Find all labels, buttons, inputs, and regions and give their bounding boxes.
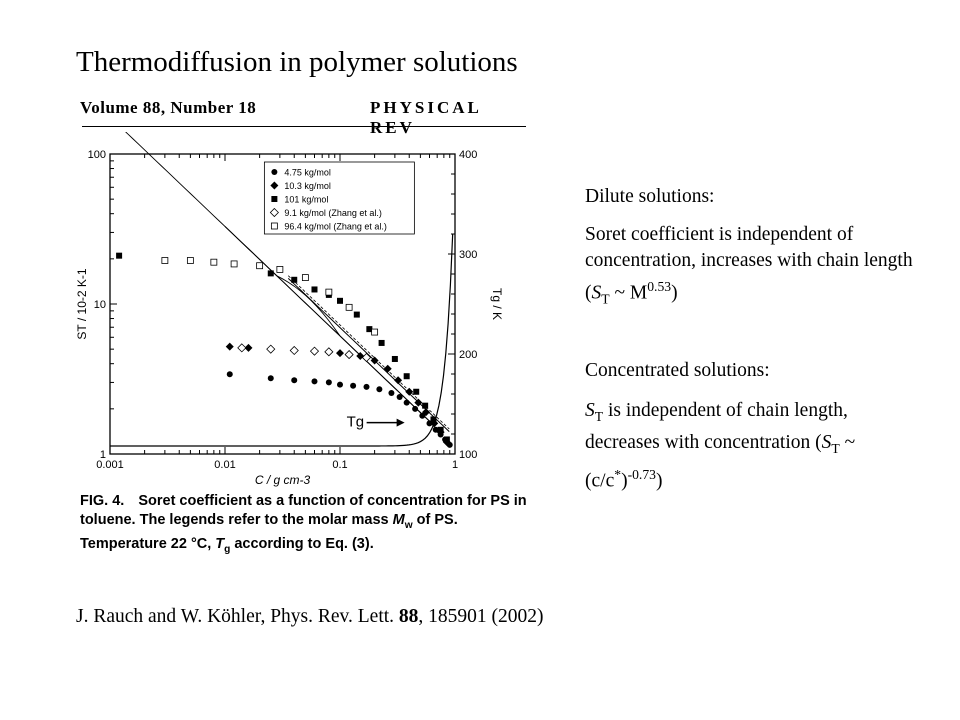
- data-point-series-1: [384, 365, 392, 373]
- data-point-series-4: [372, 329, 378, 335]
- y2-tick-label: 300: [459, 249, 478, 261]
- data-point-series-2: [430, 416, 436, 422]
- tg-arrow-head: [397, 419, 405, 427]
- x-axis-label: C / g cm-3: [254, 473, 311, 487]
- data-point-series-0: [412, 406, 418, 412]
- data-point-series-0: [311, 378, 317, 384]
- data-point-series-2: [438, 427, 444, 433]
- data-point-series-0: [268, 375, 274, 381]
- data-point-series-2: [392, 356, 398, 362]
- data-point-series-0: [337, 382, 343, 388]
- data-point-series-3: [363, 353, 371, 361]
- dilute-text: Soret coefficient is independent of concentration, increases with chain length ($S_T$ ~ $M^{0.53}$): [585, 224, 913, 307]
- legend-marker: [271, 223, 277, 229]
- y-tick-label: 1: [99, 449, 106, 461]
- data-point-series-4: [257, 263, 263, 269]
- data-point-series-4: [302, 275, 308, 281]
- data-point-series-2: [404, 373, 410, 379]
- y-tick-label: 100: [87, 149, 106, 161]
- data-point-series-0: [326, 379, 332, 385]
- slide-title: Thermodiffusion in polymer solutions: [76, 46, 518, 78]
- data-point-series-4: [211, 259, 217, 265]
- data-point-series-2: [354, 312, 360, 318]
- data-point-series-4: [187, 257, 193, 263]
- y-tick-label: 10: [93, 299, 106, 311]
- data-point-series-2: [268, 270, 274, 276]
- data-point-series-0: [364, 384, 370, 390]
- data-point-series-3: [310, 347, 318, 355]
- data-point-series-2: [311, 286, 317, 292]
- data-point-series-2: [413, 389, 419, 395]
- data-point-series-0: [404, 400, 410, 406]
- data-point-series-0: [397, 394, 403, 400]
- legend-label: 10.3 kg/mol: [284, 181, 331, 191]
- y2-tick-label: 100: [459, 449, 478, 461]
- data-point-series-2: [379, 340, 385, 346]
- reference-authors: J. Rauch and W. Köhler, Phys. Rev. Lett.: [76, 606, 399, 627]
- concentrated-text: $S_T$ is independent of chain length, decreases with concentration ($S_T$ ~ $(c/c^*)^{-0.73}$): [585, 400, 856, 492]
- data-point-series-0: [376, 386, 382, 392]
- y2-tick-label: 400: [459, 149, 478, 161]
- journal-rule: [82, 126, 526, 127]
- y-axis-label: ST / 10-2 K-1: [75, 268, 89, 340]
- data-point-series-4: [346, 304, 352, 310]
- caption-lead: FIG. 4.: [80, 493, 125, 509]
- legend-label: 4.75 kg/mol: [284, 167, 331, 178]
- data-point-series-4: [162, 257, 168, 263]
- x-tick-label: 0.1: [332, 459, 348, 471]
- data-point-series-1: [405, 388, 413, 396]
- x-tick-label: 1: [451, 459, 459, 471]
- figure-caption: [80, 492, 540, 559]
- x-tick-label: 0.01: [214, 459, 236, 471]
- data-point-series-0: [291, 377, 297, 383]
- journal-name: PHYSICAL REV: [370, 98, 481, 137]
- data-point-series-2: [337, 298, 343, 304]
- data-point-series-0: [227, 371, 233, 377]
- data-point-series-3: [267, 345, 275, 353]
- tg-annotation: Tg: [346, 413, 365, 431]
- legend-marker: [271, 196, 277, 202]
- data-point-series-3: [345, 351, 353, 359]
- journal-header: [80, 96, 530, 137]
- journal-volume: Volume 88, Number 18: [80, 98, 257, 117]
- legend-label: 101 kg/mol: [284, 194, 329, 205]
- soret-chart: [60, 132, 540, 492]
- dilute-heading: Dilute solutions:: [585, 186, 715, 207]
- reference-volume: 88: [398, 606, 419, 627]
- x-tick-label: 0.001: [96, 459, 124, 471]
- reference: [76, 606, 544, 628]
- data-point-series-4: [231, 261, 237, 267]
- caption-body: Soret coefficient as a function of concentration for PS in toluene. The legends refer to the molar mass $M_w$ of PS. Temperature 22 °C, $T_g$ according to Eq. (3).: [80, 493, 527, 555]
- data-point-series-1: [356, 352, 364, 360]
- legend-label: 9.1 kg/mol (Zhang et al.): [284, 208, 382, 218]
- paper-figure: [60, 92, 540, 562]
- data-point-series-3: [290, 346, 298, 354]
- data-point-series-1: [336, 349, 344, 357]
- data-point-series-2: [291, 277, 297, 283]
- data-point-series-2: [116, 253, 122, 259]
- data-point-series-1: [226, 343, 234, 351]
- data-point-series-3: [238, 344, 246, 352]
- data-point-series-3: [325, 348, 333, 356]
- y2-axis-label: Tg / K: [490, 287, 504, 321]
- tg-curve: [110, 234, 453, 446]
- data-point-series-2: [444, 436, 450, 442]
- y2-tick-label: 200: [459, 349, 478, 361]
- data-point-series-4: [277, 266, 283, 272]
- data-point-series-0: [388, 390, 394, 396]
- data-point-series-2: [422, 403, 428, 409]
- legend-label: 96.4 kg/mol (Zhang et al.): [284, 221, 387, 232]
- concentrated-heading: Concentrated solutions:: [585, 360, 770, 381]
- data-point-series-0: [350, 383, 356, 389]
- data-point-series-4: [326, 289, 332, 295]
- legend-marker: [271, 169, 277, 175]
- reference-rest: , 185901 (2002): [418, 606, 544, 627]
